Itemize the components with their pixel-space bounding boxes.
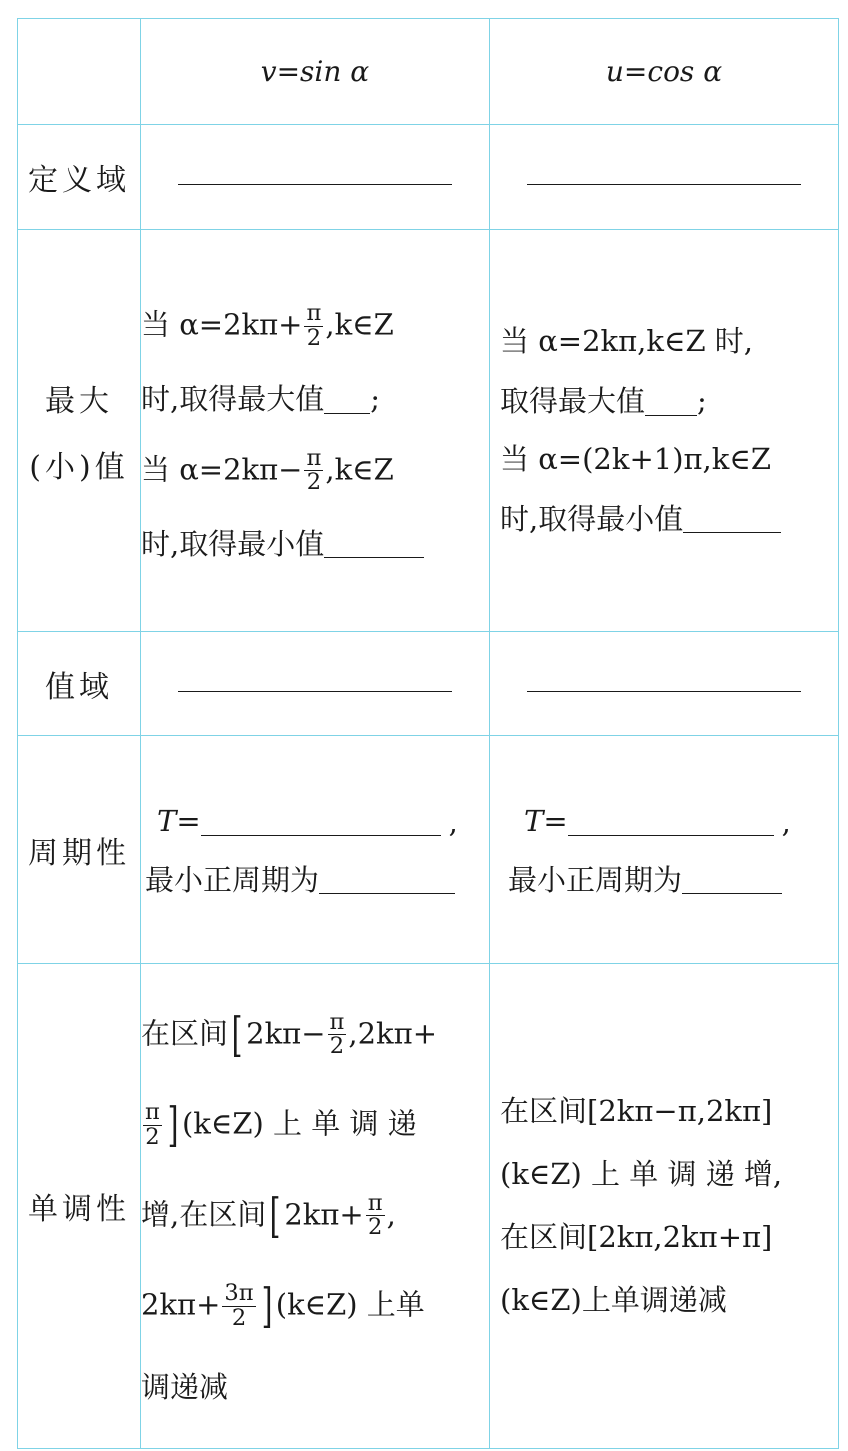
mono-sin-l4-a: 2kπ+ bbox=[141, 1287, 221, 1322]
fraction-den: 2 bbox=[329, 1033, 345, 1060]
extreme-sin-l1-pre: 当 α=2kπ+ bbox=[141, 307, 303, 342]
mono-cos-line4: (k∈Z)上单调递减 bbox=[500, 1283, 727, 1317]
domain-row bbox=[18, 125, 839, 230]
extreme-label-line2: (小)值 bbox=[29, 449, 129, 485]
period-blank bbox=[201, 804, 441, 835]
mono-sin-line1 bbox=[141, 1007, 489, 1062]
min-blank bbox=[324, 527, 424, 558]
mono-sin-line5: 调递减 bbox=[141, 1369, 229, 1404]
monotonic-cos-cell bbox=[490, 964, 839, 1449]
extreme-cos-line3: 当 α=(2k+1)π,k∈Z bbox=[500, 441, 771, 476]
period-cos-l2: 最小正周期为 bbox=[508, 862, 683, 897]
domain-sin-blank bbox=[178, 167, 452, 185]
trig-properties-table bbox=[17, 18, 839, 1449]
fraction bbox=[222, 1282, 255, 1331]
range-cos-blank bbox=[527, 674, 801, 692]
extreme-sin-l2-end: ; bbox=[370, 382, 380, 417]
period-sin-T: T= bbox=[157, 804, 201, 839]
extreme-sin-line1 bbox=[141, 299, 489, 351]
mono-cos-line2: (k∈Z) 上 单 调 递 增, bbox=[500, 1157, 783, 1191]
period-sin-l1-end: , bbox=[448, 804, 458, 839]
max-blank bbox=[324, 382, 370, 413]
fraction-den: 2 bbox=[367, 1214, 383, 1241]
right-bracket: ] bbox=[167, 1098, 179, 1153]
fraction-num: π bbox=[145, 1099, 160, 1125]
period-label: 周期性 bbox=[18, 736, 141, 964]
fraction bbox=[304, 299, 323, 351]
fraction-den: 2 bbox=[145, 1123, 160, 1150]
header-cos: u=cos α bbox=[490, 19, 839, 125]
max-blank bbox=[645, 384, 697, 415]
period-sin-line2 bbox=[145, 863, 489, 895]
mono-sin-l3-post: , bbox=[386, 1196, 396, 1231]
extreme-sin-l3-pre: 当 α=2kπ− bbox=[141, 451, 303, 486]
extreme-label-line1: 最大 bbox=[45, 383, 113, 419]
extreme-cos-line1: 当 α=2kπ,k∈Z 时, bbox=[500, 324, 754, 359]
domain-label: 定义域 bbox=[18, 125, 141, 230]
domain-cos-cell bbox=[490, 125, 839, 230]
period-blank bbox=[568, 804, 774, 835]
period-sin-cell bbox=[141, 736, 490, 964]
mono-sin-line2 bbox=[141, 1098, 489, 1153]
extreme-cos-l4: 时,取得最小值 bbox=[500, 501, 684, 536]
fraction-den: 2 bbox=[231, 1304, 247, 1331]
mono-sin-l1-a: 2kπ− bbox=[246, 1015, 326, 1050]
fraction bbox=[366, 1189, 385, 1241]
period-cos-line2 bbox=[508, 863, 838, 895]
range-sin-blank bbox=[178, 674, 452, 692]
range-label: 值域 bbox=[18, 632, 141, 736]
mono-sin-l3-pre: 增,在区间 bbox=[141, 1196, 267, 1231]
mono-sin-l4-post: (k∈Z) 上单 bbox=[275, 1287, 425, 1322]
range-sin-cell bbox=[141, 632, 490, 736]
fraction-num: π bbox=[306, 299, 322, 326]
mono-cos-line3: 在区间[2kπ,2kπ+π] bbox=[500, 1220, 773, 1254]
range-cos-cell bbox=[490, 632, 839, 736]
extreme-cos-l2: 取得最大值 bbox=[500, 384, 646, 419]
monotonic-row bbox=[18, 964, 839, 1449]
mono-sin-l2-post: (k∈Z) 上 单 调 递 bbox=[181, 1106, 417, 1141]
mono-sin-l1-b: ,2kπ+ bbox=[348, 1015, 437, 1050]
fraction-num: π bbox=[306, 444, 322, 471]
period-cos-T: T= bbox=[524, 804, 568, 839]
extreme-sin-cell bbox=[141, 230, 490, 632]
extreme-sin-line4 bbox=[141, 527, 489, 562]
fraction-den: 2 bbox=[306, 469, 322, 496]
mono-sin-line4 bbox=[141, 1279, 489, 1334]
header-row bbox=[18, 19, 839, 125]
fraction bbox=[328, 1008, 347, 1060]
period-cos-cell bbox=[490, 736, 839, 964]
domain-sin-cell bbox=[141, 125, 490, 230]
min-blank bbox=[683, 502, 781, 533]
fraction bbox=[143, 1101, 162, 1150]
mono-cos-line1: 在区间[2kπ−π,2kπ] bbox=[500, 1094, 773, 1128]
period-row bbox=[18, 736, 839, 964]
period-sin-l2: 最小正周期为 bbox=[145, 862, 320, 897]
left-bracket: [ bbox=[269, 1188, 281, 1243]
period-sin-line1 bbox=[145, 804, 489, 839]
extreme-sin-l3-post: ,k∈Z bbox=[325, 451, 394, 486]
extreme-cos-line2 bbox=[500, 384, 838, 419]
fraction bbox=[304, 444, 323, 496]
extreme-label-cell bbox=[18, 230, 141, 632]
min-period-blank bbox=[682, 863, 782, 894]
header-corner-cell bbox=[18, 19, 141, 125]
extreme-cos-cell bbox=[490, 230, 839, 632]
period-cos-line1 bbox=[508, 804, 838, 839]
range-row bbox=[18, 632, 839, 736]
extreme-sin-line3 bbox=[141, 444, 489, 496]
right-bracket: ] bbox=[261, 1279, 273, 1334]
fraction-num: 3π bbox=[224, 1280, 254, 1306]
extreme-sin-line2 bbox=[141, 382, 489, 417]
extreme-sin-l2: 时,取得最大值 bbox=[141, 382, 325, 417]
domain-cos-blank bbox=[527, 167, 801, 185]
fraction-num: π bbox=[367, 1189, 383, 1216]
extreme-cos-l2-end: ; bbox=[697, 384, 707, 419]
mono-sin-line3 bbox=[141, 1188, 489, 1243]
mono-sin-l1-pre: 在区间 bbox=[141, 1015, 229, 1050]
extreme-cos-line4 bbox=[500, 502, 838, 534]
fraction-den: 2 bbox=[306, 324, 322, 351]
monotonic-label: 单调性 bbox=[18, 964, 141, 1449]
extreme-sin-l1-post: ,k∈Z bbox=[325, 307, 394, 342]
mono-sin-l3-a: 2kπ+ bbox=[284, 1196, 364, 1231]
period-cos-l1-end: , bbox=[781, 804, 791, 839]
fraction-num: π bbox=[329, 1008, 345, 1035]
header-sin: v=sin α bbox=[141, 19, 490, 125]
left-bracket: [ bbox=[231, 1007, 243, 1062]
extreme-sin-l4: 时,取得最小值 bbox=[141, 527, 325, 562]
min-period-blank bbox=[319, 863, 455, 894]
monotonic-sin-cell bbox=[141, 964, 490, 1449]
extreme-row bbox=[18, 230, 839, 632]
